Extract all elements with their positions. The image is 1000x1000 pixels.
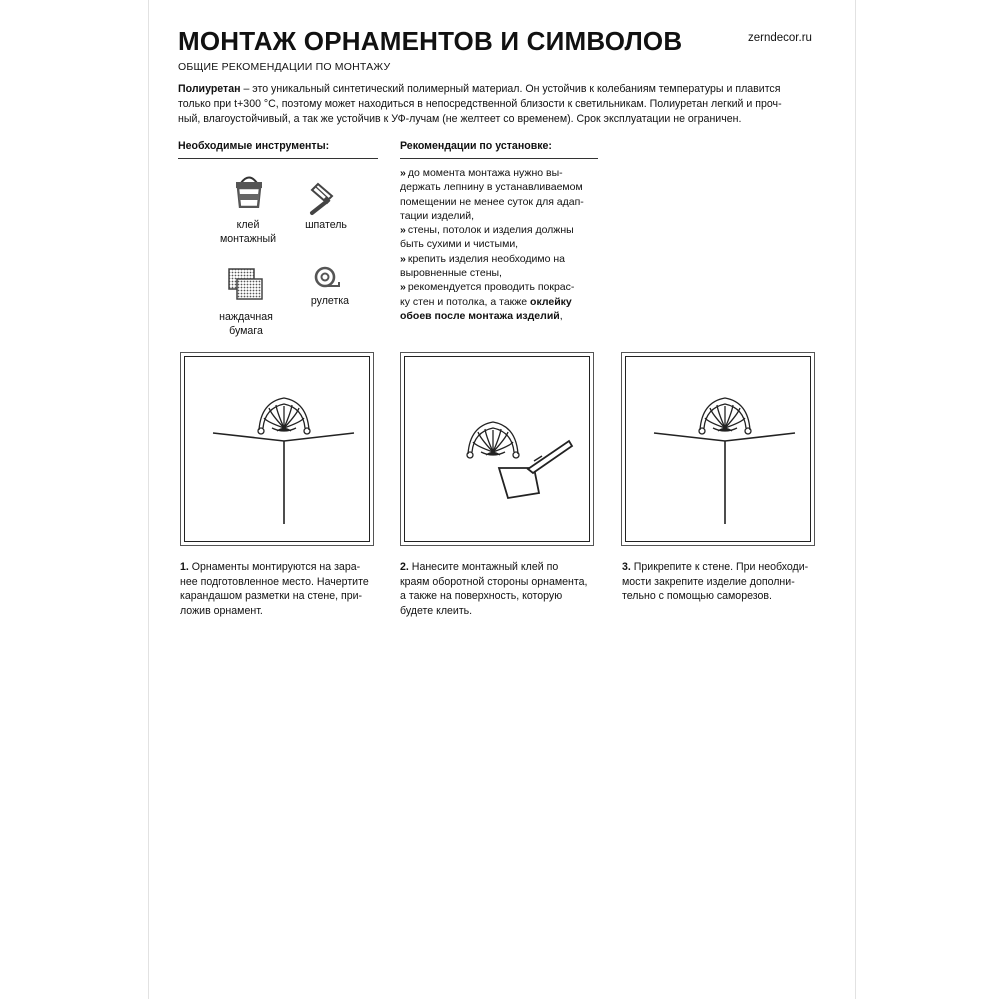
recommendation-line: обоев после монтажа изделий, — [400, 309, 563, 322]
recommendation-line: ку стен и потолка, а также оклейку — [400, 295, 572, 308]
intro-paragraph — [178, 82, 828, 127]
tool-label-tape: рулетка — [310, 295, 350, 307]
bullet-chevron-icon: » — [400, 224, 404, 237]
glue-application-drawing — [406, 358, 588, 540]
tool-label-spatula: шпатель — [305, 219, 347, 231]
recommendations-heading: Рекомендации по установке: — [400, 140, 598, 159]
recommendation-line: тации изделий, — [400, 209, 475, 222]
bullet-chevron-icon: » — [400, 281, 404, 294]
recommendation-line: быть сухими и чистыми, — [400, 238, 519, 251]
recommendation-line: » рекомендуется проводить покрас- — [400, 281, 575, 294]
page-subtitle: ОБЩИЕ РЕКОМЕНДАЦИИ ПО МОНТАЖУ — [178, 61, 391, 73]
step-number: 2. — [400, 561, 409, 573]
ornament-corner-drawing — [186, 358, 368, 540]
ornament-mounted-drawing — [627, 358, 809, 540]
tape-measure-icon — [313, 266, 341, 290]
website-link[interactable]: zerndecor.ru — [748, 32, 812, 44]
recommendation-line: » до момента монтажа нужно вы- — [400, 167, 563, 179]
recommendation-line: » крепить изделия необходимо на — [400, 252, 566, 265]
recommendations-list — [400, 166, 600, 323]
recommendation-line: помещении не менее суток для адап- — [400, 195, 584, 208]
intro-line: – это уникальный синтетический полимерный материал. Он устойчив к колебаниям температуры и плавится — [240, 83, 781, 95]
tool-label-sandpaper: наждачная бумага — [219, 311, 273, 337]
sandpaper-icon — [228, 268, 264, 302]
step-1-text: 1. Орнаменты монтируются на зара- нее подготовленное место. Начертите карандашом разметки на стене, при- ложив орнамент. — [180, 561, 369, 617]
step-2-text: 2. Нанесите монтажный клей по краям оборотной стороны орнамента, а также на поверхность, которую будете клеить. — [400, 561, 588, 617]
step-3-illustration — [621, 352, 815, 546]
intro-line: ный, влагоустойчивый, а так же устойчив к УФ-лучам (не желтеет со временем). Срок эксплуатации не ограничен. — [178, 113, 742, 125]
step-number: 1. — [180, 561, 189, 573]
step-1-illustration — [180, 352, 374, 546]
tools-heading: Необходимые инструменты: — [178, 140, 378, 159]
step-number: 3. — [622, 561, 631, 573]
page-title: МОНТАЖ ОРНАМЕНТОВ И СИМВОЛОВ — [178, 26, 683, 56]
step-3-text: 3. Прикрепите к стене. При необходи- мости закрепите изделие дополни- тельно с помощью саморезов. — [622, 561, 809, 602]
recommendation-line: » стены, потолок и изделия должны — [400, 224, 574, 237]
step-2-illustration — [400, 352, 594, 546]
glue-bucket-icon — [234, 174, 264, 208]
recommendation-line: держать лепнину в устанавливаемом — [400, 181, 583, 194]
spatula-icon — [304, 180, 344, 216]
tool-label-glue: клей монтажный — [219, 219, 277, 245]
recommendation-line: выровненные стены, — [400, 267, 502, 280]
intro-term: Полиуретан — [178, 83, 241, 95]
intro-line: только при t+300 °С, поэтому может находиться в непосредственной близости к светильникам. Полиуретан легкий и проч- — [178, 98, 782, 110]
bullet-chevron-icon: » — [400, 252, 404, 265]
bullet-chevron-icon: » — [400, 167, 404, 179]
